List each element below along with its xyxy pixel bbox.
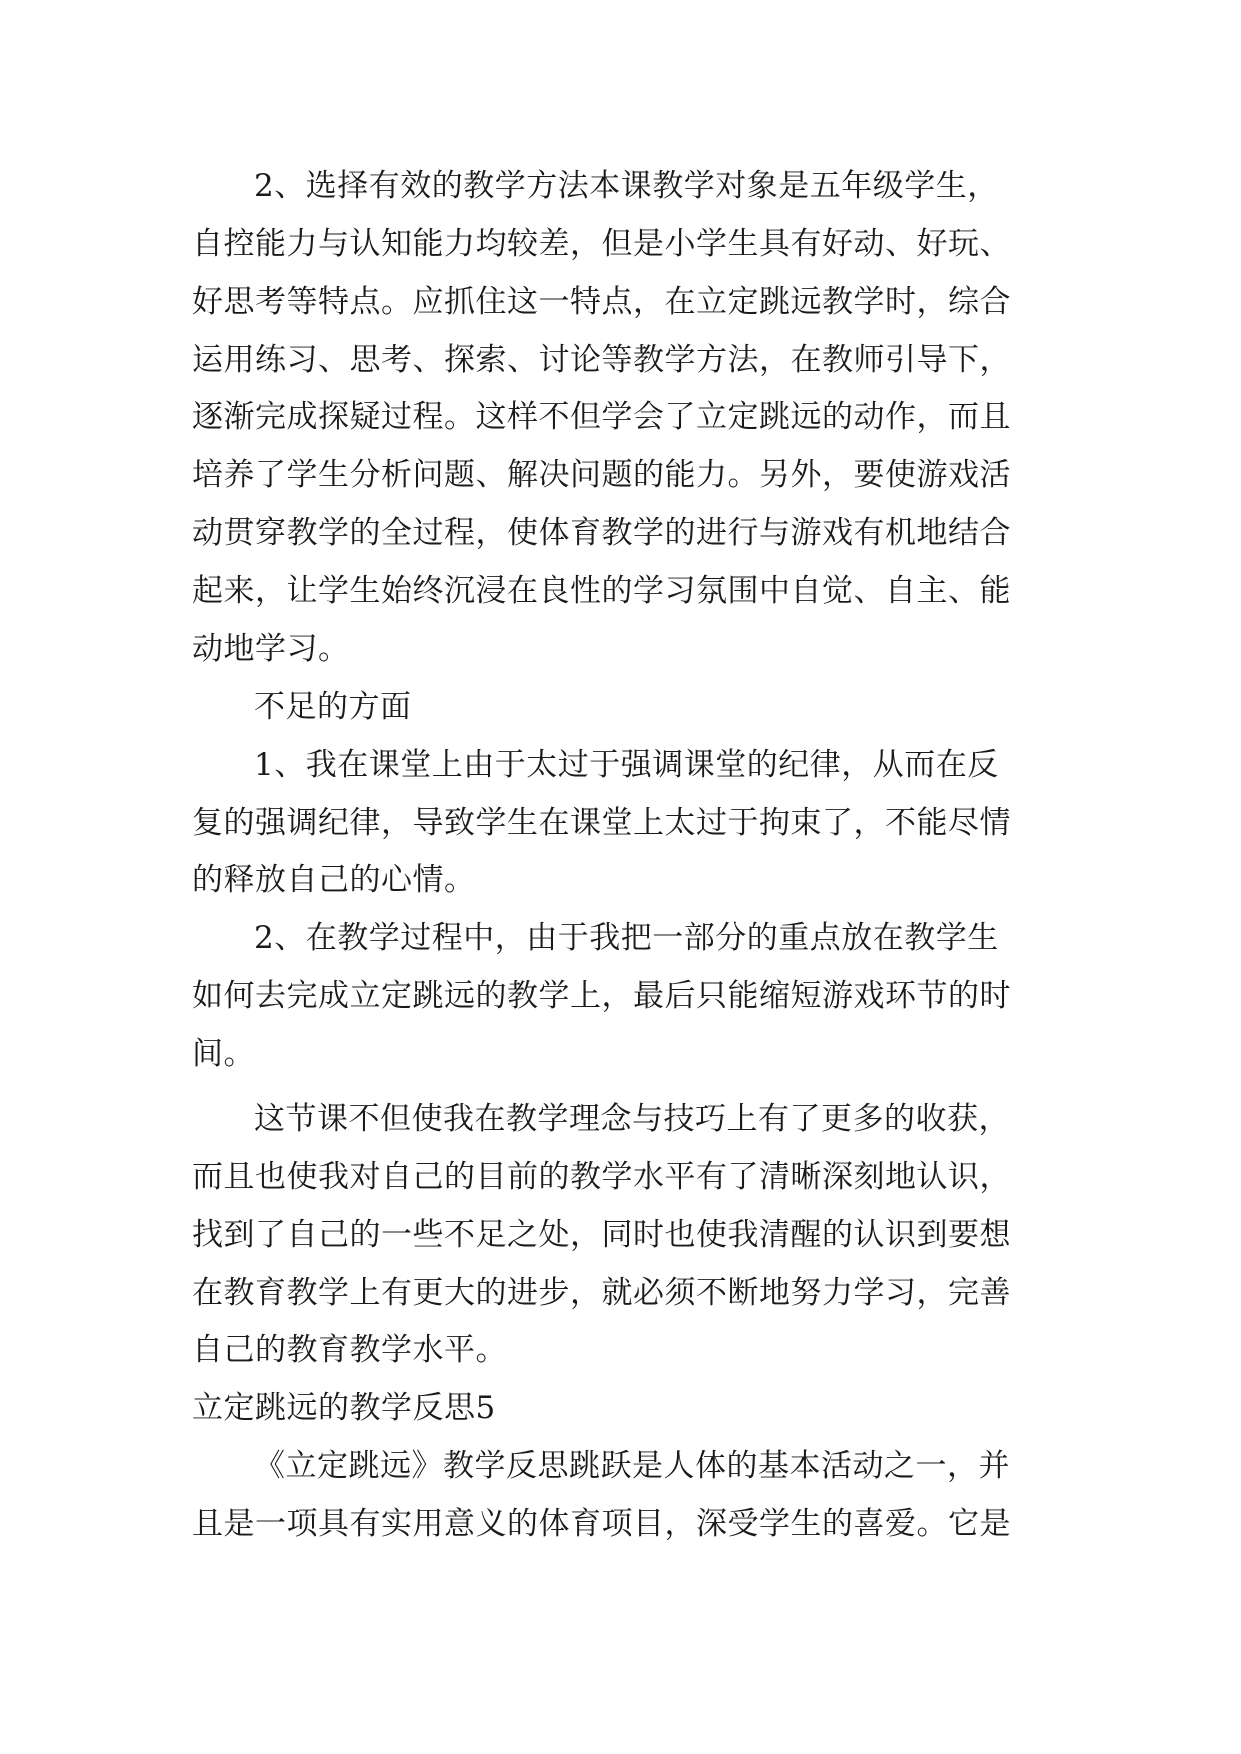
paragraph-line: 自己的教育教学水平。 bbox=[192, 1332, 507, 1368]
paragraph-line: 动地学习。 bbox=[192, 631, 350, 667]
paragraph-line: 动贯穿教学的全过程，使体育教学的进行与游戏有机地结合 bbox=[192, 515, 1011, 551]
paragraph-line: 而且也使我对自己的目前的教学水平有了清晰深刻地认识， bbox=[192, 1159, 1011, 1195]
section-heading: 不足的方面 bbox=[254, 689, 412, 725]
paragraph-line: 2、在教学过程中，由于我把一部分的重点放在教学生 bbox=[254, 920, 999, 956]
paragraph-line: 好思考等特点。应抓住这一特点，在立定跳远教学时，综合 bbox=[192, 284, 1011, 320]
paragraph-line: 这节课不但使我在教学理念与技巧上有了更多的收获， bbox=[254, 1101, 1010, 1137]
paragraph-line: 找到了自己的一些不足之处，同时也使我清醒的认识到要想 bbox=[192, 1217, 1011, 1253]
paragraph-line: 逐渐完成探疑过程。这样不但学会了立定跳远的动作，而且 bbox=[192, 399, 1011, 435]
paragraph-line: 《立定跳远》教学反思跳跃是人体的基本活动之一，并 bbox=[254, 1448, 1010, 1484]
paragraph-line: 培养了学生分析问题、解决问题的能力。另外，要使游戏活 bbox=[192, 457, 1011, 493]
paragraph-line: 的释放自己的心情。 bbox=[192, 862, 476, 898]
paragraph-line: 如何去完成立定跳远的教学上，最后只能缩短游戏环节的时 bbox=[192, 978, 1011, 1014]
paragraph-line: 1、我在课堂上由于太过于强调课堂的纪律，从而在反 bbox=[254, 747, 999, 783]
paragraph-line: 2、选择有效的教学方法本课教学对象是五年级学生， bbox=[254, 168, 999, 204]
article-title: 立定跳远的教学反思5 bbox=[192, 1390, 496, 1426]
paragraph-line: 复的强调纪律，导致学生在课堂上太过于拘束了，不能尽情 bbox=[192, 805, 1011, 841]
paragraph-line: 在教育教学上有更大的进步，就必须不断地努力学习，完善 bbox=[192, 1275, 1011, 1311]
paragraph-line: 运用练习、思考、探索、讨论等教学方法，在教师引导下， bbox=[192, 342, 1011, 378]
paragraph-line: 且是一项具有实用意义的体育项目，深受学生的喜爱。它是 bbox=[192, 1506, 1011, 1542]
paragraph-line: 起来，让学生始终沉浸在良性的学习氛围中自觉、自主、能 bbox=[192, 573, 1011, 609]
paragraph-line: 间。 bbox=[192, 1036, 255, 1072]
paragraph-line: 自控能力与认知能力均较差，但是小学生具有好动、好玩、 bbox=[192, 226, 1011, 262]
